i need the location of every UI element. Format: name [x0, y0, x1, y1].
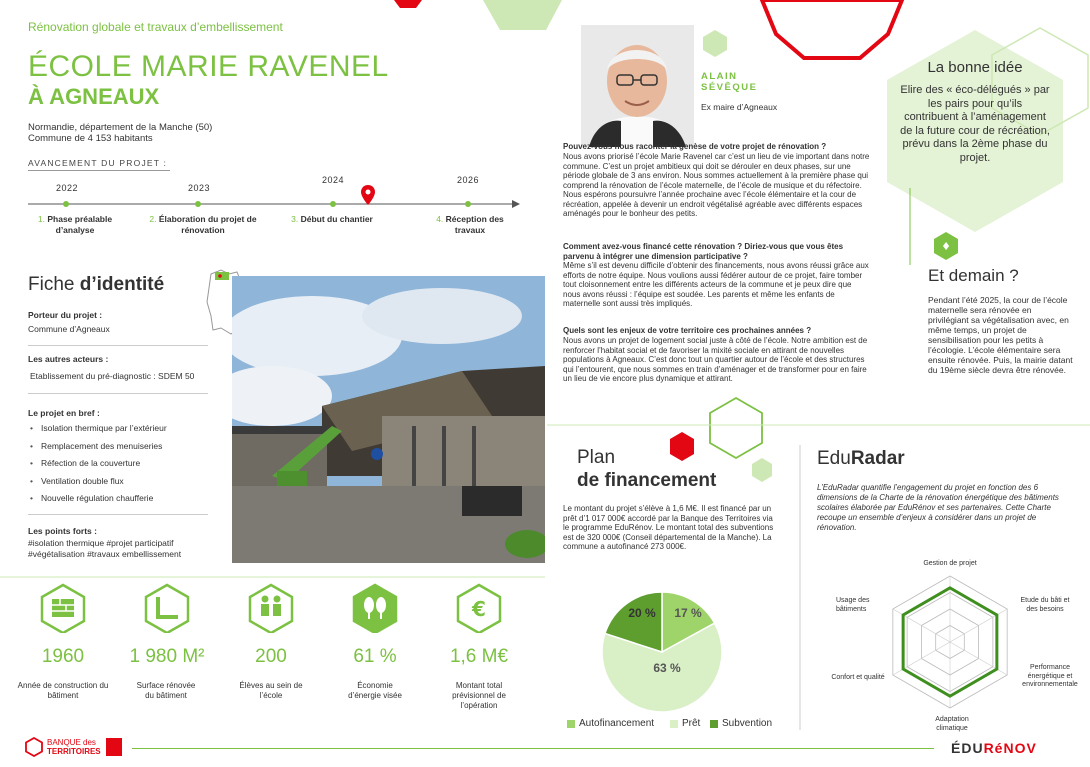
- answer-3: Nous avons un projet de logement social juste à côté de l’école. Notre ambition est de renforcer l’habitat social et de favoriser la mixité sociale en attirant de nouvelles populations à Agneaux. C’est donc tout un quartier autour de l’école et des structures qui l’entourent, que nous sommes en train d’aménager et de transformer pour en faire un lieu de vie encore plus dynamique et attirant.: [563, 336, 868, 383]
- radar-description: L’EduRadar quantifie l’engagement du projet en fonction des 6 dimensions de la Charte de la rénovation énergétique des bâtiments scolaires élaborée par EduRénov et ses partenaires. Cette Charte recoupe un ensemble d’enjeux à considérer dans un projet de rénovation.: [817, 483, 1059, 532]
- stat-energy-value: 61 %: [353, 646, 397, 667]
- fiche-title: Fiche d’identité: [28, 274, 165, 295]
- question-3: Quels sont les enjeux de votre territoire ces prochaines années ?: [563, 326, 812, 335]
- question-2: Comment avez-vous financé cette rénovation ? Diriez-vous que vous êtes parvenu à intégrer une dimension participative ?: [563, 242, 844, 261]
- edurenov-logo: ÉDURéNOV: [951, 740, 1037, 756]
- radar-label-etude: Etude du bâti et des besoins: [1020, 597, 1070, 613]
- location-pin-icon: [361, 185, 375, 205]
- population-text: Commune de 4 153 habitants: [28, 133, 153, 144]
- hex-green-small: [703, 30, 727, 57]
- idea-text: Elire des « éco-délégués » par les pairs pour qu’ils contribuent à l’aménagement de la future cour de récréation, prévu dans la 2ème phase du projet.: [900, 84, 1050, 164]
- forts-label: Les points forts :: [28, 526, 97, 536]
- stat-students-value: 200: [255, 646, 287, 667]
- stat-year-label: Année de construction du bâtiment: [17, 681, 109, 700]
- interviewee-name: ALAIN SÉVÊQUE: [701, 71, 758, 93]
- timeline-dot-1: [63, 201, 69, 207]
- idea-title: La bonne idée: [927, 59, 1023, 76]
- portrait-photo: [581, 25, 694, 147]
- timeline-step-1: 1. Phase préalable d’analyse: [37, 214, 113, 235]
- list-item: • Remplacement des menuiseries: [30, 438, 167, 456]
- interviewee-role: Ex maire d’Agneaux: [701, 102, 778, 112]
- page-subtitle: À AGNEAUX: [28, 84, 160, 109]
- timeline-track: [28, 195, 523, 215]
- financing-pie-chart: [600, 590, 725, 715]
- rule-2: [28, 393, 208, 394]
- surface-icon: [142, 583, 192, 633]
- timeline-step-4: 4. Réception des travaux: [436, 214, 504, 235]
- bricks-icon: [38, 583, 88, 633]
- timeline-year-1: 2022: [56, 183, 79, 193]
- hex-red-plan: [670, 432, 694, 461]
- svg-text:€: €: [472, 597, 486, 621]
- hex-outline-plan: [710, 398, 762, 458]
- cdc-logo-icon: [106, 738, 122, 756]
- list-item: • Nouvelle régulation chaufferie: [30, 490, 167, 508]
- legend-autofinancement: Autofinancement: [567, 718, 654, 729]
- stat-energy-label: Économie d’énergie visée: [348, 681, 402, 700]
- radar-label-adaptation: Adaptation climatique: [935, 716, 969, 732]
- timeline-step-2: 2. Élaboration du projet de rénovation: [149, 214, 257, 235]
- timeline-label-rule: [28, 170, 170, 171]
- timeline-year-2: 2023: [188, 183, 211, 193]
- eduradar-chart: [880, 568, 1020, 716]
- radar-label-performance: Performance énergétique et environnementale: [1022, 664, 1078, 688]
- rule-3: [28, 514, 208, 515]
- pie-label-subvention: 20 %: [628, 606, 656, 620]
- hex-green-plan: [752, 458, 772, 482]
- list-item: • Ventilation double flux: [30, 473, 167, 491]
- stat-amount-label: Montant total prévisionnel de l’opération: [452, 681, 506, 710]
- demain-text: Pendant l’été 2025, la cour de l’école maternelle sera rénovée en privilégiant sa végétalisation avec, en même temps, un projet de sensibilisation pour les petits à l’écologie. L’école élémentaire sera ensuite rénovée. Puis, la mairie datant du 19ème siècle devra être rénovée.: [928, 295, 1073, 375]
- radar-label-gestion: Gestion de projet: [923, 560, 977, 567]
- stat-year-value: 1960: [41, 646, 85, 667]
- brief-label: Le projet en bref :: [28, 408, 100, 418]
- trees-icon: [350, 583, 400, 633]
- school-photo: [232, 276, 545, 563]
- region-info: [28, 122, 308, 144]
- porteur-value: Commune d’Agneaux: [28, 324, 110, 334]
- legend-subvention: Subvention: [710, 718, 772, 729]
- footer-rule: [132, 748, 934, 749]
- kicker-text: Rénovation globale et travaux d’embellissement: [28, 20, 283, 34]
- radar-title: EduRadar: [817, 448, 905, 469]
- students-icon: [246, 583, 296, 633]
- timeline-label: AVANCEMENT DU PROJET :: [28, 158, 168, 168]
- timeline-dot-3: [330, 201, 336, 207]
- plan-title: Plan: [577, 447, 616, 468]
- legend-pret: Prêt: [670, 718, 700, 729]
- brief-list: [30, 420, 167, 508]
- radar-label-confort: Confort et qualité: [831, 674, 885, 681]
- stat-students-label: Élèves au sein de l’école: [239, 681, 303, 700]
- porteur-label: Porteur du projet :: [28, 310, 103, 320]
- pie-label-pret: 63 %: [653, 661, 681, 675]
- timeline-dot-2: [195, 201, 201, 207]
- acteurs-label: Les autres acteurs :: [28, 354, 109, 364]
- timeline-year-3: 2024: [322, 175, 345, 185]
- forts-line-1: #isolation thermique #projet participatif: [28, 538, 174, 548]
- euro-icon: [454, 583, 504, 633]
- timeline-step-3: 3. Début du chantier: [291, 214, 373, 224]
- acteurs-value: Etablissement du pré-diagnostic : SDEM 50: [30, 371, 195, 381]
- timeline-year-4: 2026: [457, 175, 480, 185]
- stat-amount-value: 1,6 M€: [449, 646, 509, 667]
- stat-surface-label: Surface rénovée du bâtiment: [136, 681, 196, 700]
- forts-line-2: #végétalisation #travaux embellissement: [28, 549, 182, 559]
- hex-green-top: [483, 0, 562, 30]
- demain-title: Et demain ?: [928, 266, 1019, 285]
- hex-red-top: [394, 0, 422, 8]
- answer-1: Nous avons priorisé l’école Marie Ravenel car c’est un lieu de vie important dans notre commune. C’est un projet ambitieux qui doit se dérouler en deux phases, sur une période globale de 3 ans environ. Nous sommes actuellement à la première phase qui comprend la rénovation de l’école maternelle, de l’école de musique et du réfectoire. Nous espérons poursuivre l’année prochaine avec l’école élémentaire et la cour de récréation, appelée à devenir un endroit végétalisé agréable avec différents espaces aménagés pour le bonheur des petits.: [563, 152, 870, 218]
- banque-territoires-logo-icon: [24, 737, 44, 757]
- page-title: ÉCOLE MARIE RAVENEL: [28, 50, 389, 83]
- rule-1: [28, 345, 208, 346]
- plan-title-bold: de financement: [577, 470, 717, 491]
- list-item: • Réfection de la couverture: [30, 455, 167, 473]
- list-item: • Isolation thermique par l’extérieur: [30, 420, 167, 438]
- stat-surface-value: 1 980 M²: [129, 646, 205, 667]
- answer-2: Même s’il est devenu difficile d’obtenir des financements, nous avons réussi grâce aux efforts de notre équipe. Nous voulions aussi fédérer autour de ce projet, faire tomber tout cloisonnement entre les différents acteurs de la commune et je peux dire que nous avons réussi : l’équipe est soudée. Les parents et même les enfants de maternelle sont aussi très impliqués.: [563, 261, 869, 308]
- region-text: Normandie, département de la Manche (50): [28, 122, 213, 133]
- hex-red-outline-top: [762, 0, 902, 58]
- timeline-dot-4: [465, 201, 471, 207]
- banque-territoires-logo: BANQUE des TERRITOIRES: [47, 738, 101, 756]
- svg-text:♦: ♦: [941, 240, 951, 253]
- question-1: Pouvez-vous nous raconter la genèse de votre projet de rénovation ?: [563, 142, 827, 151]
- plan-text: Le montant du projet s’élève à 1,6 M€. Il est financé par un prêt d’1 017 000€ accordé par la Banque des Territoires via le programme EduRénov. Le montant total des subventions est de 320 000€ (Conseil départemental de la Manche). La commune a autofinancé 273 000€.: [563, 504, 774, 551]
- radar-label-usage: Usage des bâtiments: [836, 597, 870, 613]
- pie-label-autofinancement: 17 %: [674, 606, 702, 620]
